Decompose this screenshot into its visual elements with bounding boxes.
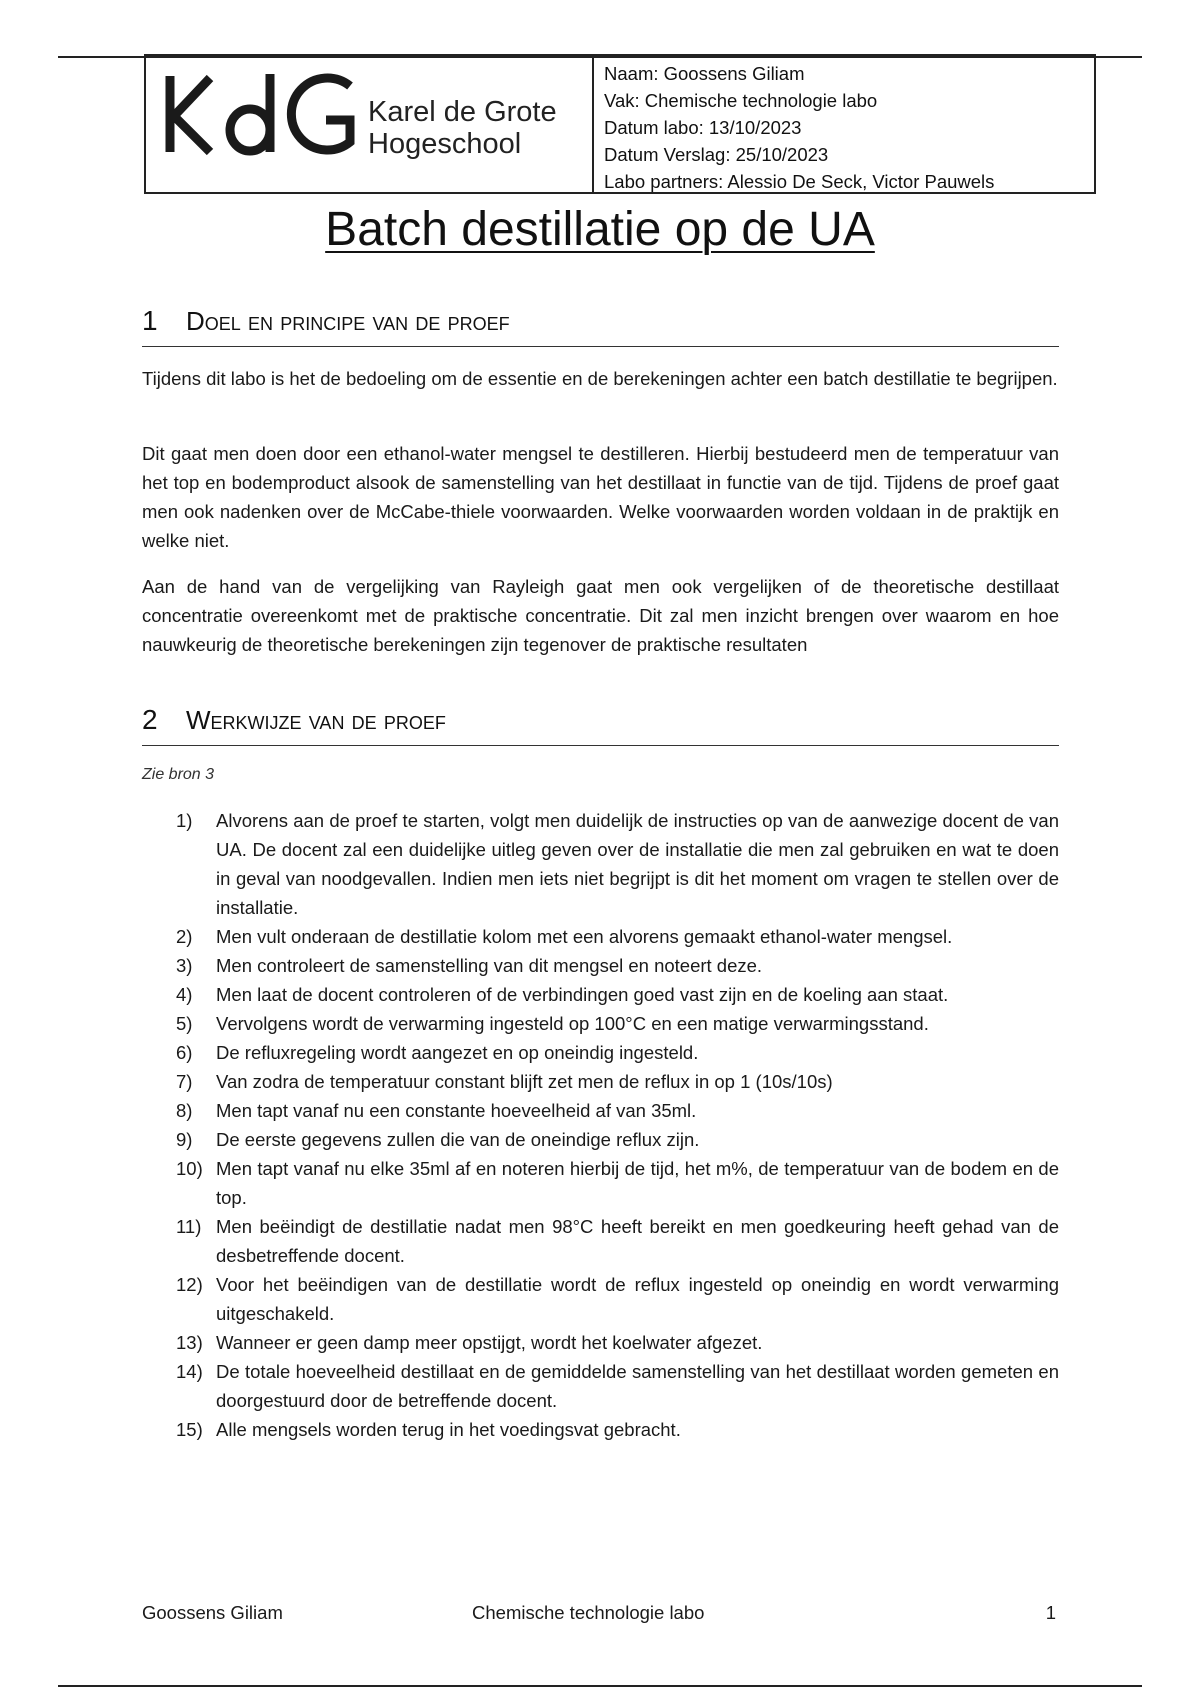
step-number: 5)	[176, 1013, 193, 1034]
document-title: Batch destillatie op de UA	[325, 203, 875, 256]
procedure-step	[176, 806, 1059, 922]
kdg-logo-mark	[160, 64, 360, 160]
procedure-step	[176, 1154, 1059, 1212]
report-info	[594, 56, 1094, 192]
institution-logo	[146, 56, 594, 192]
step-text: Men controleert de samenstelling van dit mengsel en noteert deze.	[216, 955, 763, 976]
step-number: 10)	[176, 1158, 203, 1179]
footer-course: Chemische technologie labo	[472, 1602, 705, 1623]
source-reference: Zie bron 3	[142, 766, 215, 783]
step-text: Men laat de docent controleren of de verbindingen goed vast zijn en de koeling aan staat.	[216, 984, 949, 1005]
student-name: Naam: Goossens Giliam	[604, 63, 805, 84]
step-text: De refluxregeling wordt aangezet en op oneindig ingesteld.	[216, 1042, 699, 1063]
procedure-step	[176, 1328, 1059, 1357]
step-number: 7)	[176, 1071, 193, 1092]
procedure-step	[176, 1270, 1059, 1328]
step-number: 13)	[176, 1332, 203, 1353]
procedure-step	[176, 951, 1059, 980]
step-number: 14)	[176, 1361, 203, 1382]
course-subject: Vak: Chemische technologie labo	[604, 90, 878, 111]
step-text: De totale hoeveelheid destillaat en de gemiddelde samenstelling van het destillaat worden gemeten en doorgestuurd door de betreffende docent.	[216, 1361, 1059, 1411]
step-text: Vervolgens wordt de verwarming ingesteld op 100°C en een matige verwarmingsstand.	[216, 1013, 929, 1034]
procedure-step	[176, 1038, 1059, 1067]
procedure-step	[176, 1096, 1059, 1125]
step-number: 6)	[176, 1042, 193, 1063]
institution-name-line1: Karel de Grote	[368, 96, 557, 128]
section-1-paragraph: Aan de hand van de vergelijking van Rayleigh gaat men ook vergelijken of de theoretische destillaat concentratie overeenkomt met de praktische concentratie. Dit zal men inzicht brengen over waarom en hoe nauwkeurig de theoretische berekeningen zijn tegenover de praktische resultaten	[142, 576, 1059, 655]
section-1-number: 1	[142, 305, 158, 336]
step-number: 2)	[176, 926, 193, 947]
section-1-paragraph: Tijdens dit labo is het de bedoeling om de essentie en de berekeningen achter een batch destillatie te begrijpen.	[142, 368, 1058, 389]
step-text: Voor het beëindigen van de destillatie wordt de reflux ingesteld op oneindig en wordt verwarming uitgeschakeld.	[216, 1274, 1059, 1324]
step-text: Men tapt vanaf nu een constante hoeveelheid af van 35ml.	[216, 1100, 697, 1121]
step-text: Alvorens aan de proef te starten, volgt men duidelijk de instructies op van de aanwezige docent de van UA. De docent zal een duidelijke uitleg geven over de installatie die men zal gebruiken en wat te doen in geval van noodgevallen. Indien men iets niet begrijpt is dit het moment om vragen te stellen over de installatie.	[216, 810, 1059, 918]
procedure-step	[176, 1067, 1059, 1096]
header-table	[144, 54, 1096, 194]
step-number: 1)	[176, 810, 193, 831]
step-text: Men vult onderaan de destillatie kolom met een alvorens gemaakt ethanol-water mengsel.	[216, 926, 953, 947]
step-number: 15)	[176, 1419, 203, 1440]
step-text: De eerste gegevens zullen die van de oneindige reflux zijn.	[216, 1129, 700, 1150]
step-text: Men beëindigt de destillatie nadat men 98°C heeft bereikt en men goedkeuring heeft gehad van de desbetreffende docent.	[216, 1216, 1059, 1266]
step-number: 8)	[176, 1100, 193, 1121]
procedure-step	[176, 1009, 1059, 1038]
procedure-step	[176, 1357, 1059, 1415]
procedure-step	[176, 1125, 1059, 1154]
step-text: Wanneer er geen damp meer opstijgt, wordt het koelwater afgezet.	[216, 1332, 763, 1353]
section-1-heading	[142, 304, 1059, 347]
lab-partners: Labo partners: Alessio De Seck, Victor Pauwels	[604, 171, 995, 192]
procedure-steps	[176, 806, 1059, 1444]
footer-page-number: 1	[1045, 1602, 1056, 1623]
step-text: Men tapt vanaf nu elke 35ml af en noteren hierbij de tijd, het m%, de temperatuur van de bodem en de top.	[216, 1158, 1059, 1208]
step-number: 12)	[176, 1274, 203, 1295]
section-2-title: Werkwijze van de proef	[186, 705, 446, 735]
step-text: Alle mengsels worden terug in het voedingsvat gebracht.	[216, 1419, 681, 1440]
institution-name-line2: Hogeschool	[368, 128, 522, 160]
section-1-paragraph: Dit gaat men doen door een ethanol-water mengsel te destilleren. Hierbij bestudeerd men de temperatuur van het top en bodemproduct alsook de samenstelling van het destillaat in functie van de tijd. Tijdens de proef gaat men ook nadenken over de McCabe-thiele voorwaarden. Welke voorwaarden worden voldaan in de praktijk en welke niet.	[142, 443, 1059, 551]
step-number: 9)	[176, 1129, 193, 1150]
section-2-heading	[142, 703, 1059, 746]
footer-author: Goossens Giliam	[142, 1602, 283, 1623]
step-number: 3)	[176, 955, 193, 976]
section-2-number: 2	[142, 704, 158, 735]
procedure-step	[176, 980, 1059, 1009]
procedure-step	[176, 1415, 1059, 1444]
step-number: 4)	[176, 984, 193, 1005]
lab-date: Datum labo: 13/10/2023	[604, 117, 802, 138]
footer-rule	[58, 1685, 1142, 1687]
step-number: 11)	[176, 1216, 202, 1237]
institution-name	[368, 96, 557, 160]
procedure-step	[176, 922, 1059, 951]
procedure-step	[176, 1212, 1059, 1270]
report-date: Datum Verslag: 25/10/2023	[604, 144, 829, 165]
step-text: Van zodra de temperatuur constant blijft zet men de reflux in op 1 (10s/10s)	[216, 1071, 833, 1092]
section-1-title: Doel en principe van de proef	[186, 306, 510, 336]
